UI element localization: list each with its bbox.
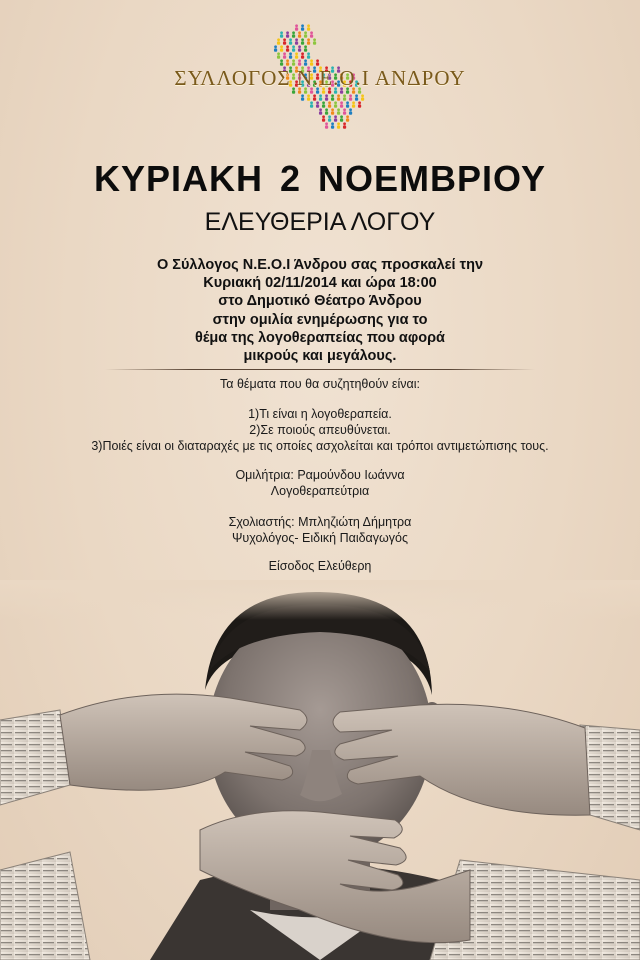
speaker [0, 467, 640, 499]
person-icon-head [277, 52, 280, 55]
person-icon-head [310, 59, 313, 62]
person-icon-body [292, 34, 295, 37]
person-icon-body [328, 104, 331, 107]
person-icon-head [328, 115, 331, 118]
speaker-name: Ομιλήτρια: Ραμούνδου Ιωάννα [235, 468, 405, 482]
person-icon-body [343, 97, 346, 100]
person-icon-body [280, 48, 283, 51]
person-icon-head [292, 45, 295, 48]
topics-intro: Τα θέματα που θα συζητηθούν είναι: [220, 377, 420, 391]
person-icon-head [298, 59, 301, 62]
organization-name: ΣΥΛΛΟΓΟΣ Ν.Ε.Ο.Ι ΑΝΔΡΟΥ [174, 66, 466, 90]
invitation-line: στο Δημοτικό Θέατρο Άνδρου [218, 293, 422, 310]
person-icon-head [346, 101, 349, 104]
person-icon-body [307, 97, 310, 100]
person-icon-body [322, 104, 325, 107]
person-icon-head [274, 45, 277, 48]
person-icon-body [358, 104, 361, 107]
person-icon-head [343, 108, 346, 111]
person-icon-head [352, 101, 355, 104]
person-icon-head [283, 52, 286, 55]
person-icon-head [295, 24, 298, 27]
person-icon-body [328, 118, 331, 121]
person-icon-head [301, 52, 304, 55]
person-icon-body [340, 118, 343, 121]
person-icon-body [301, 27, 304, 30]
person-icon-body [319, 97, 322, 100]
person-icon-body [304, 34, 307, 37]
person-icon-head [298, 31, 301, 34]
topic-item: 1)Τι είναι η λογοθεραπεία. [248, 407, 392, 421]
commentator [0, 514, 640, 546]
person-icon-head [316, 101, 319, 104]
person-icon-head [343, 94, 346, 97]
person-icon-head [334, 115, 337, 118]
person-icon-head [319, 94, 322, 97]
person-icon-body [346, 104, 349, 107]
person-icon-head [286, 59, 289, 62]
invitation-text [0, 256, 640, 365]
speaker-role: Λογοθεραπεύτρια [270, 484, 370, 498]
person-icon-body [331, 111, 334, 114]
person-icon-head [292, 31, 295, 34]
person-icon-head [277, 38, 280, 41]
person-icon-body [316, 104, 319, 107]
invitation-line: μικρούς και μεγάλους. [243, 348, 397, 365]
person-icon-head [361, 94, 364, 97]
person-icon-head [304, 59, 307, 62]
covered-face-photo-icon [0, 580, 640, 960]
person-icon-head [331, 108, 334, 111]
person-icon-head [319, 108, 322, 111]
person-icon-head [340, 115, 343, 118]
person-icon-body [301, 97, 304, 100]
person-icon-head [289, 52, 292, 55]
person-icon-head [280, 59, 283, 62]
person-icon-head [283, 38, 286, 41]
topic-item: 2)Σε ποιούς απευθύνεται. [249, 423, 391, 437]
person-icon-body [298, 48, 301, 51]
event-subject: ΕΛΕΥΘΕΡΙΑ ΛΟΓΟΥ [204, 208, 436, 236]
person-icon-body [310, 34, 313, 37]
person-icon-head [286, 45, 289, 48]
person-icon-head [340, 101, 343, 104]
person-icon-head [358, 101, 361, 104]
person-icon-body [307, 27, 310, 30]
person-icon-body [343, 125, 346, 128]
person-icon-body [331, 125, 334, 128]
person-icon-body [295, 41, 298, 44]
person-icon-head [295, 52, 298, 55]
person-icon-head [331, 122, 334, 125]
person-icon-head [343, 122, 346, 125]
person-icon-body [295, 27, 298, 30]
person-icon-body [346, 118, 349, 121]
person-icon-body [322, 118, 325, 121]
divider [105, 369, 535, 370]
person-icon-head [280, 31, 283, 34]
person-icon-body [334, 118, 337, 121]
person-icon-head [304, 45, 307, 48]
person-icon-body [355, 97, 358, 100]
person-icon-body [298, 34, 301, 37]
person-icon-head [322, 115, 325, 118]
person-icon-body [304, 48, 307, 51]
invitation-line: θέμα της λογοθεραπείας που αφορά [195, 329, 445, 346]
person-icon-body [331, 97, 334, 100]
person-icon-head [307, 52, 310, 55]
commentator-role: Ψυχολόγος- Ειδική Παιδαγωγός [231, 531, 409, 545]
person-icon-body [334, 104, 337, 107]
person-icon-head [286, 31, 289, 34]
person-icon-head [304, 31, 307, 34]
person-icon-body [349, 111, 352, 114]
person-icon-body [280, 34, 283, 37]
person-icon-head [325, 122, 328, 125]
person-icon-body [277, 55, 280, 58]
person-icon-head [331, 94, 334, 97]
person-icon-head [301, 94, 304, 97]
person-icon-head [292, 59, 295, 62]
person-icon-body [310, 104, 313, 107]
person-icon-head [313, 94, 316, 97]
person-icon-head [310, 101, 313, 104]
person-icon-body [337, 97, 340, 100]
person-icon-body [325, 111, 328, 114]
person-icon-head [325, 94, 328, 97]
person-icon-head [316, 59, 319, 62]
person-icon-head [328, 101, 331, 104]
person-icon-body [325, 97, 328, 100]
person-icon-head [307, 94, 310, 97]
person-icon-body [325, 125, 328, 128]
entry-note: Είσοδος Ελεύθερη [268, 559, 372, 573]
person-icon-head [337, 108, 340, 111]
person-icon-body [292, 48, 295, 51]
person-icon-head [301, 38, 304, 41]
person-icon-body [289, 55, 292, 58]
person-icon-head [307, 38, 310, 41]
person-icon-head [337, 94, 340, 97]
person-icon-head [313, 38, 316, 41]
person-icon-body [286, 48, 289, 51]
topics-list [0, 406, 640, 454]
person-icon-body [283, 41, 286, 44]
topic-item: 3)Ποιές είναι οι διαταραχές με τις οποίες ασχολείται και τρόποι αντιμετώπισης τους. [91, 439, 549, 453]
person-icon-head [325, 108, 328, 111]
invitation-line: Κυριακή 02/11/2014 και ώρα 18:00 [203, 275, 437, 292]
person-icon-head [301, 24, 304, 27]
person-icon-body [319, 111, 322, 114]
person-icon-head [322, 101, 325, 104]
person-icon-body [301, 55, 304, 58]
person-icon-head [289, 38, 292, 41]
person-icon-head [298, 45, 301, 48]
person-icon-body [295, 55, 298, 58]
person-icon-head [307, 24, 310, 27]
person-icon-body [289, 41, 292, 44]
person-icon-body [283, 55, 286, 58]
person-icon-body [286, 34, 289, 37]
person-icon-body [340, 104, 343, 107]
invitation-line: Ο Σύλλογος Ν.Ε.Ο.Ι Άνδρου σας προσκαλεί την [156, 257, 484, 273]
person-icon-body [313, 41, 316, 44]
person-icon-head [337, 122, 340, 125]
person-icon-body [349, 97, 352, 100]
person-icon-head [346, 115, 349, 118]
person-icon-body [313, 97, 316, 100]
person-icon-body [301, 41, 304, 44]
person-icon-body [307, 41, 310, 44]
person-icon-head [355, 94, 358, 97]
person-icon-body [307, 55, 310, 58]
person-icon-head [349, 108, 352, 111]
person-icon-body [337, 125, 340, 128]
person-icon-body [343, 111, 346, 114]
person-icon-body [352, 104, 355, 107]
person-icon-head [349, 94, 352, 97]
person-icon-head [334, 101, 337, 104]
invitation-line: στην ομιλία ενημέρωσης για το [212, 311, 428, 328]
commentator-name: Σχολιαστής: Μπληζιώτη Δήμητρα [228, 515, 412, 529]
person-icon-head [310, 31, 313, 34]
event-date-title: ΚΥΡΙΑΚΗ 2 ΝΟΕΜΒΡΙΟΥ [93, 158, 547, 199]
person-icon-body [361, 97, 364, 100]
person-icon-body [274, 48, 277, 51]
person-icon-head [280, 45, 283, 48]
person-icon-body [337, 111, 340, 114]
person-icon-body [277, 41, 280, 44]
person-icon-head [295, 38, 298, 41]
